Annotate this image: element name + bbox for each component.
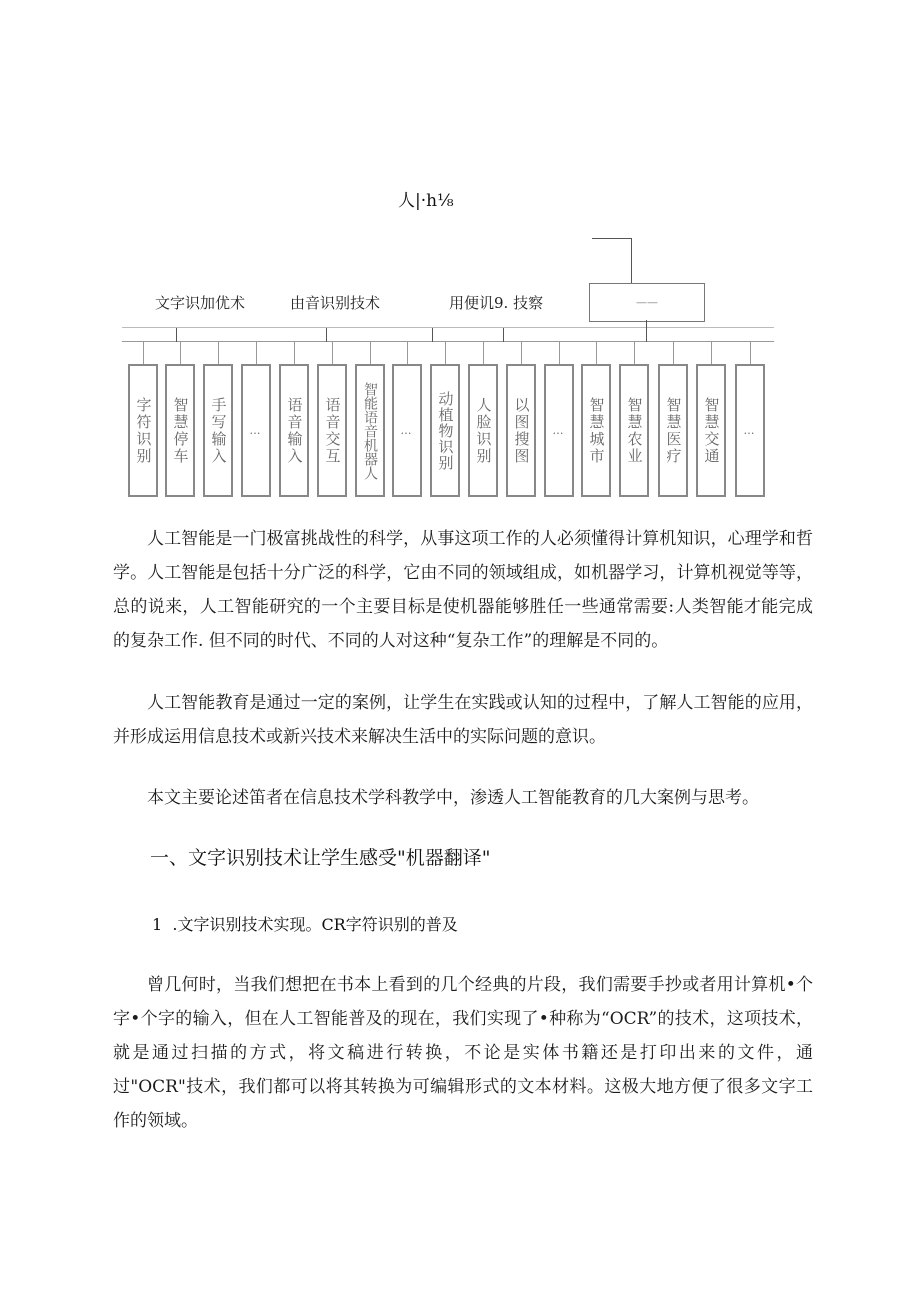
leaf-label: 智慧城市 [587, 396, 606, 465]
connector [143, 341, 144, 364]
leaf-label: 动植物识别 [436, 390, 455, 471]
leaf-box [241, 364, 271, 497]
leaf-label: … [249, 424, 263, 437]
leaf-label: 人脸识别 [474, 396, 493, 465]
connector [521, 341, 522, 364]
connector [646, 320, 647, 342]
leaf-box [392, 364, 422, 497]
leaf-box [165, 364, 195, 497]
category-label-2: 由音识别技术 [290, 294, 381, 312]
leaf-box [128, 364, 158, 497]
leaf-box [279, 364, 309, 497]
connector [332, 341, 333, 364]
leaf-box [203, 364, 233, 497]
connector [122, 341, 774, 342]
section-heading: 一、文字识别技术让学生感受"机器翻译" [150, 847, 491, 869]
connector [673, 341, 674, 364]
leaf-box [544, 364, 574, 497]
leaf-box [468, 364, 498, 497]
leaf-label: 智慧交通 [702, 396, 721, 465]
leaf-box [317, 364, 347, 497]
connector [592, 238, 632, 239]
leaf-label: 智慧停车 [171, 396, 190, 465]
leaf-label: … [743, 424, 757, 437]
connector [218, 341, 219, 364]
leaf-label: 语音输入 [285, 396, 304, 465]
connector [711, 341, 712, 364]
connector [750, 341, 751, 364]
connector [503, 328, 504, 342]
category-label-1: 文字识加优术 [155, 294, 246, 312]
connector [596, 341, 597, 364]
paragraph-article-scope: 本文主要论述笛者在信息技术学科教学中，渗透人工智能教育的几大案例与思考。 [147, 788, 759, 808]
leaf-label: 语音交互 [323, 396, 342, 465]
leaf-box [658, 364, 688, 497]
paragraph-ai-education: 人工智能教育是通过一定的案例，让学生在实践或认知的过程中，了解人工智能的应用，并形成运用信息技术或新兴技术来解决生活中的实际问题的意识。 [113, 693, 813, 747]
paragraph-ai-definition: 人工智能是一门极富挑战性的科学，从事这项工作的人必须懂得计算机知识，心理学和哲学。人工智能是包括十分广泛的科学，它由不同的领域组成，如机器学习，计算机视觉等等，总的说来，人工智能研究的一个主要目标是使机器能够胜任一些通常需要:人类智能才能完成的复杂工作. 但不同的时代、不同的人对这种“复杂工作”的理解是不同的。 [113, 529, 813, 651]
subsection-heading: 1 .文字识别技术实现。CR字符识别的普及 [152, 915, 458, 934]
connector [122, 327, 774, 328]
diagram-title: 人|·h⅛ [398, 191, 454, 211]
connector [180, 341, 181, 364]
leaf-box [430, 364, 460, 497]
connector [559, 341, 560, 364]
leaf-box [581, 364, 611, 497]
connector [256, 341, 257, 364]
leaf-box [506, 364, 536, 497]
leaf-label: 以图搜图 [512, 396, 531, 465]
connector [294, 341, 295, 364]
connector [445, 341, 446, 364]
connector [326, 328, 327, 342]
leaf-box [355, 364, 385, 497]
leaf-label: 字符识别 [134, 396, 153, 465]
connector [432, 328, 433, 342]
category-box-label: —— [636, 296, 658, 309]
category-label-3: 用便讥9. 技察 [449, 294, 544, 312]
leaf-box [619, 364, 649, 497]
category-box-4 [589, 283, 705, 322]
leaf-box [696, 364, 726, 497]
connector [407, 341, 408, 364]
leaf-label: 智慧农业 [625, 396, 644, 465]
connector [176, 328, 177, 342]
leaf-label: … [552, 424, 566, 437]
connector [634, 341, 635, 364]
leaf-label: 智慧医疗 [664, 396, 683, 465]
connector [483, 341, 484, 364]
leaf-label: 手写输入 [209, 396, 228, 465]
leaf-label: … [400, 424, 414, 437]
connector [370, 341, 371, 364]
leaf-box [735, 364, 765, 497]
paragraph-ocr-description: 曾几何时，当我们想把在书本上看到的几个经典的片段，我们需要手抄或者用计算机•个字•个字的输入，但在人工智能普及的现在，我们实现了•种称为“OCR”的技术，这项技术，就是通过扫描的方式，将文稿进行转换，不论是实体书籍还是打印出来的文件，通过"OCR"技术，我们都可以将其转换为可编辑形式的文本材料。这极大地方便了很多文字工作的领域。 [113, 975, 813, 1131]
connector [631, 238, 632, 284]
leaf-label: 智能语音机器人 [362, 381, 378, 480]
